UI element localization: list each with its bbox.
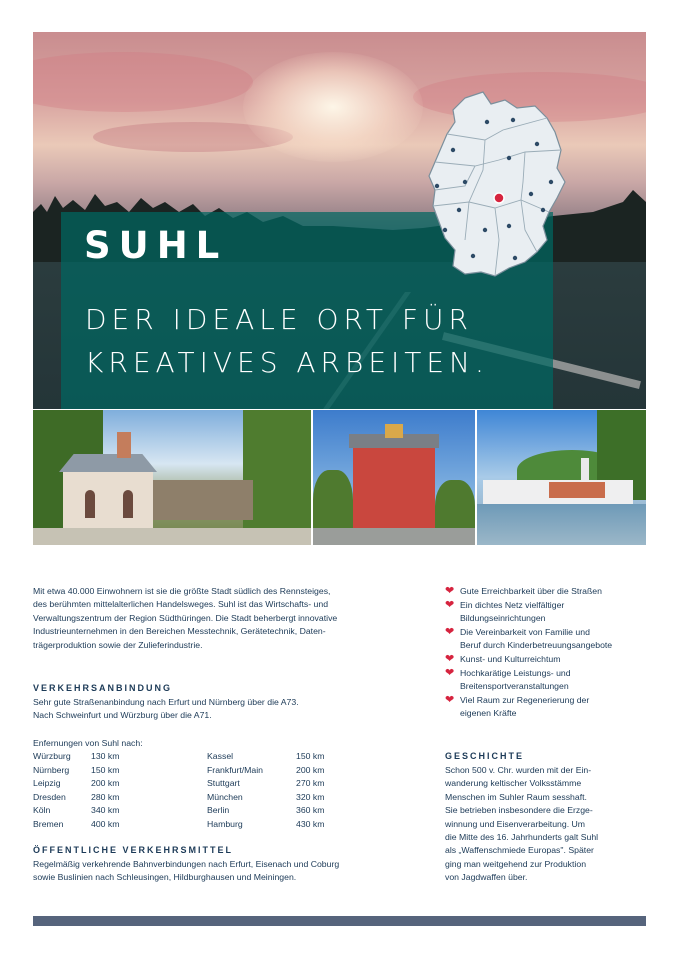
verkehr-paragraph: [33, 696, 393, 723]
distances-left: [33, 750, 120, 832]
distance-row: [207, 804, 325, 818]
list-item: [445, 667, 645, 694]
km: 360 km: [296, 805, 325, 816]
km: 280 km: [91, 791, 120, 802]
subtitle: [85, 298, 505, 384]
text-line: Industrieunternehmen in den Bereichen Messtechnik, Gerätetechnik, Daten-: [33, 626, 326, 637]
city: Leipzig: [33, 778, 61, 789]
text-line: Sie betrieben insbesondere die Erzge-: [445, 805, 593, 816]
distance-row: [33, 750, 120, 764]
item-text: Bildungseinrichtungen: [460, 613, 546, 624]
km: 130 km: [91, 751, 120, 761]
heart-icon: ❤: [445, 666, 455, 679]
geschichte-heading: GESCHICHTE: [445, 751, 525, 761]
item-text: Beruf durch Kinderbetreuungsangebote: [460, 640, 613, 651]
text-line: Sehr gute Straßenanbindung nach Erfurt und Nürnberg über die A73.: [33, 697, 299, 707]
item-text: Kunst- und Kulturreichtum: [460, 653, 561, 664]
heart-icon: ❤: [445, 652, 455, 665]
text-line: Menschen im Suhler Raum sesshaft.: [445, 791, 587, 802]
distance-row: [207, 791, 325, 805]
km: 150 km: [91, 764, 120, 775]
germany-map-icon: [425, 90, 570, 280]
congress-center-photo: [477, 410, 646, 545]
list-item: [445, 694, 645, 721]
km: 340 km: [91, 805, 120, 816]
distance-row: [33, 804, 120, 818]
city: München: [207, 791, 243, 802]
text-line: ging man weitgehend zur Produktion: [445, 858, 587, 869]
city: Bremen: [33, 818, 64, 829]
text-line: von Jagdwaffen über.: [445, 872, 528, 883]
distance-row: [207, 750, 325, 764]
heart-icon: ❤: [445, 625, 455, 638]
page-title: SUHL: [84, 224, 228, 267]
benefits-list: [445, 585, 645, 721]
list-item: [445, 599, 645, 626]
city: Berlin: [207, 805, 230, 816]
city: Kassel: [207, 751, 234, 761]
km: 320 km: [296, 791, 325, 802]
city: Dresden: [33, 791, 66, 802]
geschichte-paragraph: [445, 764, 645, 885]
item-text: Ein dichtes Netz vielfältiger: [460, 599, 565, 610]
km: 430 km: [296, 818, 325, 829]
distances-right: [207, 750, 325, 832]
km: 200 km: [91, 778, 120, 789]
km: 150 km: [296, 751, 325, 761]
oepnv-heading: ÖFFENTLICHE VERKEHRSMITTEL: [33, 845, 233, 855]
city: Nürnberg: [33, 764, 70, 775]
km: 200 km: [296, 764, 325, 775]
city: Stuttgart: [207, 778, 240, 789]
heart-icon: ❤: [445, 585, 455, 597]
text-line: winnung und Eisenverarbeitung. Um: [445, 818, 586, 829]
text-line: Schon 500 v. Chr. wurden mit der Ein-: [445, 765, 592, 775]
subtitle-line: DER IDEALE ORT FÜR: [85, 303, 473, 336]
item-text: Die Vereinbarkeit von Familie und: [460, 626, 590, 637]
distance-row: [207, 777, 325, 791]
heart-icon: ❤: [445, 598, 455, 611]
text-line: die Mitte des 16. Jahrhunderts galt Suhl: [445, 832, 599, 843]
distance-row: [33, 764, 120, 778]
text-line: Nach Schweinfurt und Würzburg über die A71.: [33, 710, 212, 721]
item-text: Hochkarätige Leistungs- und: [460, 667, 571, 678]
list-item: [445, 653, 645, 667]
chapel-photo: [33, 410, 311, 545]
text-line: des berühmten mittelalterlichen Handelsweges. Suhl ist das Wirtschafts- und: [33, 599, 329, 610]
photo-strip: [33, 410, 646, 545]
oepnv-paragraph: [33, 858, 393, 885]
distances-intro: Enfernungen von Suhl nach:: [33, 738, 143, 748]
distance-row: [207, 818, 325, 832]
city: Frankfurt/Main: [207, 764, 264, 775]
townhall-photo: [313, 410, 475, 545]
text-line: wanderung keltischer Volksstämme: [445, 778, 582, 789]
list-item: [445, 585, 645, 599]
km: 270 km: [296, 778, 325, 789]
text-line: sowie Buslinien nach Schleusingen, Hildburghausen und Meiningen.: [33, 872, 297, 883]
distance-row: [33, 818, 120, 832]
city: Würzburg: [33, 751, 71, 761]
heart-icon: ❤: [445, 693, 455, 706]
distance-row: [33, 777, 120, 791]
text-line: Verwaltungszentrum der Region Südthüringen. Die Stadt beherbergt innovative: [33, 612, 338, 623]
item-text: eigenen Kräfte: [460, 708, 517, 719]
text-line: als „Waffenschmiede Europas". Später: [445, 845, 594, 856]
item-text: Gute Erreichbarkeit über die Straßen: [460, 586, 602, 596]
subtitle-line: KREATIVES ARBEITEN.: [85, 346, 489, 379]
distance-row: [207, 764, 325, 778]
distance-row: [33, 791, 120, 805]
km: 400 km: [91, 818, 120, 829]
text-line: Regelmäßig verkehrende Bahnverbindungen nach Erfurt, Eisenach und Coburg: [33, 859, 340, 869]
text-line: Mit etwa 40.000 Einwohnern ist sie die größte Stadt südlich des Rennsteiges,: [33, 586, 331, 596]
item-text: Viel Raum zur Regenerierung der: [460, 694, 590, 705]
item-text: Breitensportveranstaltungen: [460, 681, 569, 692]
verkehr-heading: VERKEHRSANBINDUNG: [33, 683, 173, 693]
footer-bar: [33, 916, 646, 926]
city: Köln: [33, 805, 51, 816]
list-item: [445, 626, 645, 653]
intro-paragraph: [33, 585, 393, 652]
city: Hamburg: [207, 818, 243, 829]
text-line: trägerproduktion sowie der Zulieferindustrie.: [33, 639, 203, 650]
